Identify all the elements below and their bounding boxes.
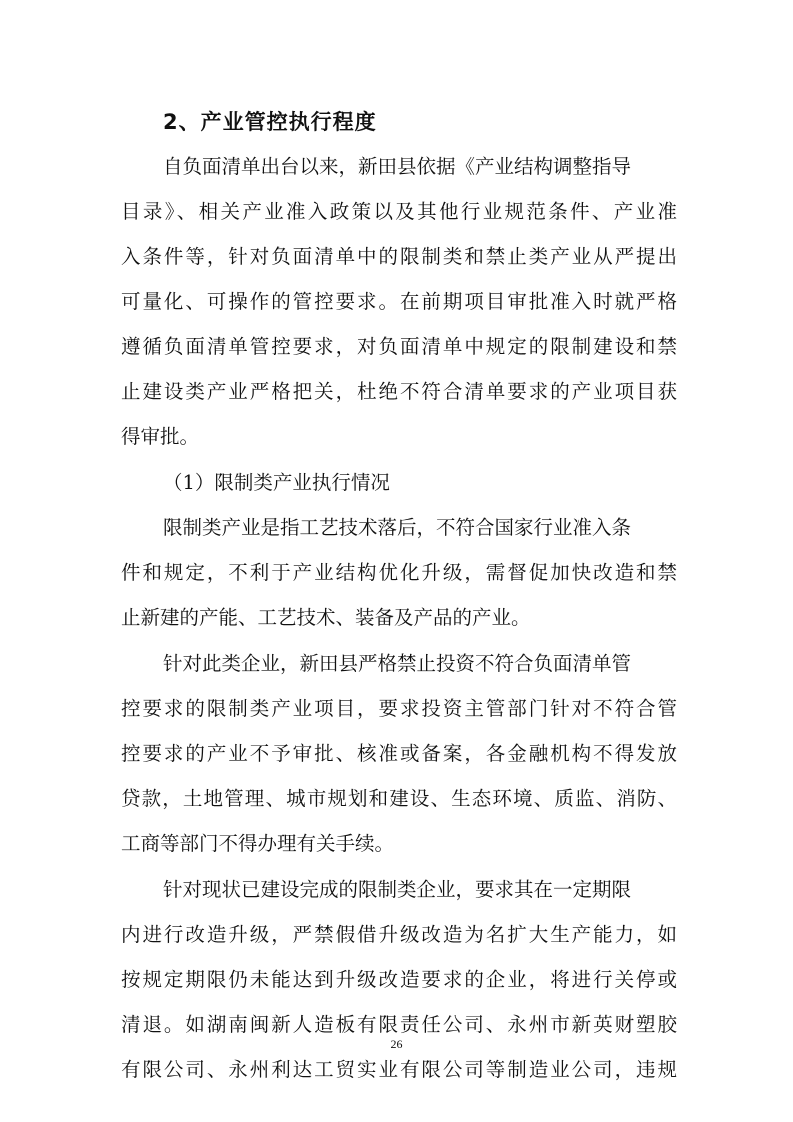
paragraph-line: 控要求的限制类产业项目，要求投资主管部门针对不符合管 <box>121 697 677 720</box>
paragraph-line: 控要求的产业不予审批、核准或备案，各金融机构不得发放 <box>121 742 677 765</box>
paragraph-line: 工商等部门不得办理有关手续。 <box>121 832 395 855</box>
paragraph-line: 内进行改造升级，严禁假借升级改造为名扩大生产能力，如 <box>121 923 677 946</box>
section-heading: 2、产业管控执行程度 <box>163 110 377 134</box>
paragraph-line: 遵循负面清单管控要求，对负面清单中规定的限制建设和禁 <box>121 335 677 358</box>
paragraph-line: 有限公司、永州利达工贸实业有限公司等制造业公司，违规 <box>121 1058 677 1081</box>
paragraph-line: 针对此类企业，新田县严格禁止投资不符合负面清单管 <box>163 652 632 675</box>
paragraph-line: 件和规定，不利于产业结构优化升级，需督促加快改造和禁 <box>121 561 677 584</box>
page-number: 26 <box>390 1037 403 1051</box>
paragraph-line: 限制类产业是指工艺技术落后，不符合国家行业准入条 <box>163 516 632 539</box>
paragraph-line: 止新建的产能、工艺技术、装备及产品的产业。 <box>121 606 531 629</box>
paragraph-line: 目录》、相关产业准入政策以及其他行业规范条件、产业准 <box>121 200 677 223</box>
paragraph-line: 可量化、可操作的管控要求。在前期项目审批准入时就严格 <box>121 290 677 313</box>
paragraph-line: 清退。如湖南闽新人造板有限责任公司、永州市新英财塑胶 <box>121 1013 677 1036</box>
paragraph-line: 针对现状已建设完成的限制类企业，要求其在一定期限 <box>163 878 632 901</box>
paragraph-line: 得审批。 <box>121 425 200 448</box>
paragraph-line: 入条件等，针对负面清单中的限制类和禁止类产业从严提出 <box>121 245 677 268</box>
paragraph-line: 止建设类产业严格把关，杜绝不符合清单要求的产业项目获 <box>121 380 677 403</box>
subsection-heading: （1）限制类产业执行情况 <box>163 471 390 494</box>
paragraph-line: 按规定期限仍未能达到升级改造要求的企业，将进行关停或 <box>121 968 677 991</box>
paragraph-line: 自负面清单出台以来，新田县依据《产业结构调整指导 <box>163 155 632 178</box>
paragraph-line: 贷款，土地管理、城市规划和建设、生态环境、质监、消防、 <box>121 787 677 810</box>
